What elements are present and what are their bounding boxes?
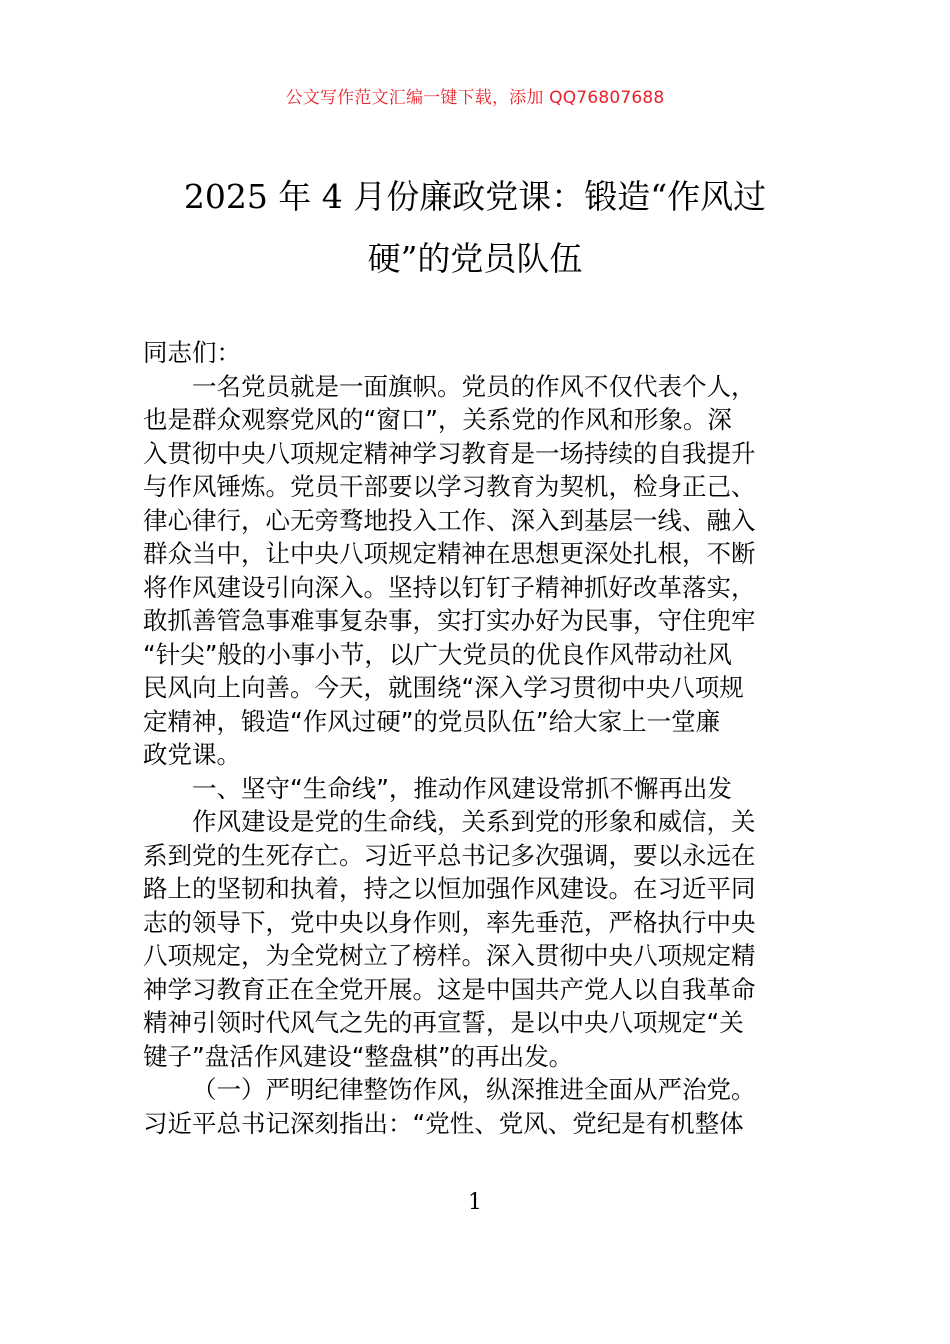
salutation: 同志们： bbox=[143, 338, 241, 367]
text-line: 民风向上向善。今天，就围绕“深入学习贯彻中央八项规 bbox=[143, 673, 744, 702]
text-line: 志的领导下，党中央以身作则，率先垂范，严格执行中央 bbox=[143, 907, 756, 937]
text-line: 将作风建设引向深入。坚持以钉钉子精神抓好改革落实， bbox=[143, 572, 756, 602]
text-line: 一名党员就是一面旗帜。党员的作风不仅代表个人， bbox=[192, 371, 756, 401]
paragraph-3 bbox=[143, 1073, 808, 1140]
text-line: 路上的坚韧和执着，持之以恒加强作风建设。在习近平同 bbox=[143, 874, 756, 903]
text-line: 敢抓善管急事难事复杂事，实打实办好为民事，守住兜牢 bbox=[143, 606, 756, 635]
text-line: 系到党的生死存亡。习近平总书记多次强调，要以永远在 bbox=[143, 840, 756, 870]
text-line: “针尖”般的小事小节，以广大党员的优良作风带动社风 bbox=[143, 639, 732, 669]
document-title bbox=[150, 166, 800, 290]
text-line: 律心律行，心无旁骛地投入工作、深入到基层一线、融入 bbox=[143, 505, 756, 535]
text-line: 精神引领时代风气之先的再宣誓，是以中央八项规定“关 bbox=[143, 1008, 744, 1037]
text-line: 也是群众观察党风的“窗口”，关系党的作风和形象。深 bbox=[143, 405, 732, 434]
page-number: 1 bbox=[468, 1190, 482, 1215]
text-line: 定精神，锻造“作风过硬”的党员队伍”给大家上一堂廉 bbox=[143, 706, 721, 736]
watermark-header: 公文写作范文汇编一键下载，添加 QQ76807688 bbox=[285, 88, 665, 108]
subsection-heading: （一）严明纪律整饬作风，纵深推进全面从严治党。 bbox=[192, 1075, 756, 1104]
text-line: 八项规定，为全党树立了榜样。深入贯彻中央八项规定精 bbox=[143, 941, 756, 970]
text-line: 键子”盘活作风建设“整盘棋”的再出发。 bbox=[143, 1041, 574, 1071]
title-line-1: 2025 年 4 月份廉政党课：锻造“作风过 bbox=[183, 177, 767, 216]
text-line: 习近平总书记深刻指出：“党性、党风、党纪是有机整体 bbox=[143, 1108, 744, 1138]
text-line: 群众当中，让中央八项规定精神在思想更深处扎根，不断 bbox=[143, 539, 756, 568]
text-line: 神学习教育正在全党开展。这是中国共产党人以自我革命 bbox=[143, 974, 756, 1004]
paragraph-1 bbox=[143, 370, 808, 772]
text-line: 入贯彻中央八项规定精神学习教育是一场持续的自我提升 bbox=[143, 438, 756, 468]
text-line: 政党课。 bbox=[143, 740, 241, 769]
text-line: 作风建设是党的生命线，关系到党的形象和威信，关 bbox=[192, 807, 756, 836]
title-line-2: 硬”的党员队伍 bbox=[367, 239, 583, 278]
section-heading-1: 一、坚守“生命线”，推动作风建设常抓不懈再出发 bbox=[192, 773, 732, 803]
paragraph-2 bbox=[143, 805, 808, 1073]
text-line: 与作风锤炼。党员干部要以学习教育为契机，检身正己、 bbox=[143, 472, 756, 501]
document-body bbox=[143, 336, 808, 1140]
